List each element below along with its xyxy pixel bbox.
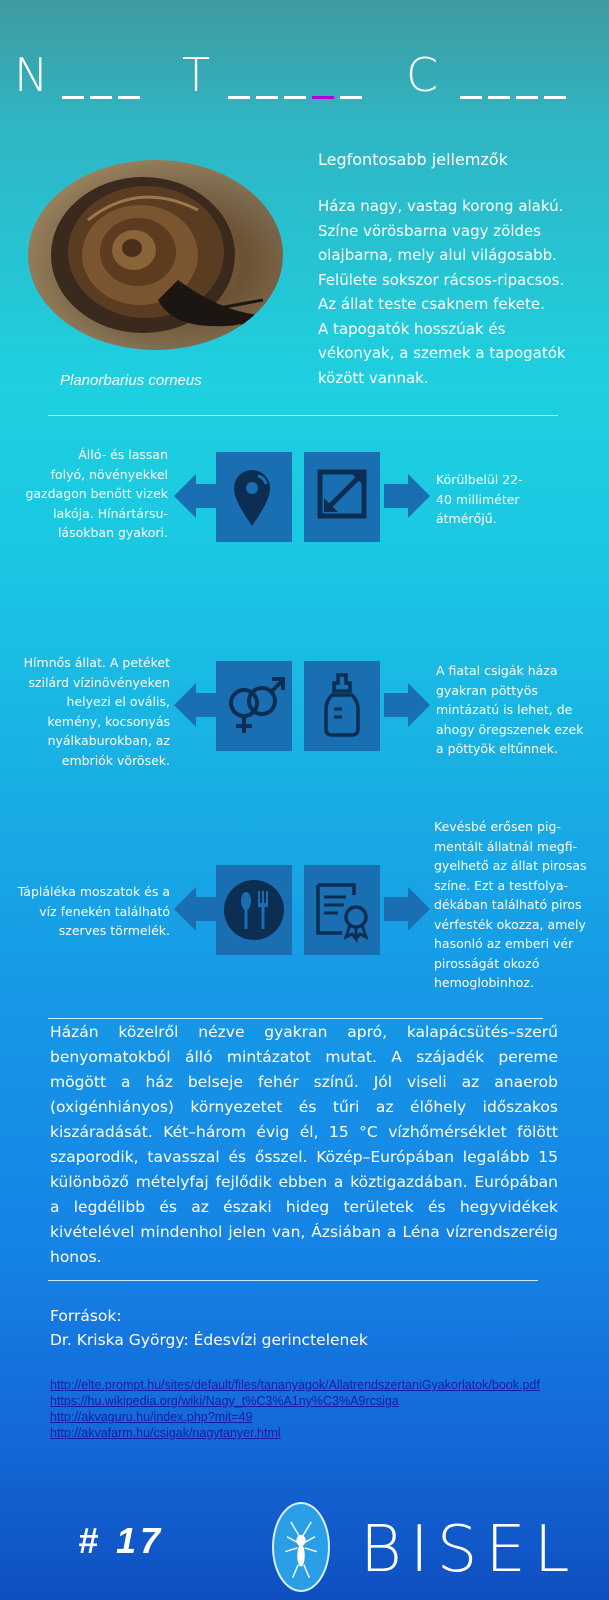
divider [48,1280,538,1281]
fork-spoon-icon [216,865,292,955]
text-line: lásokban gyakori. [57,525,168,540]
desc-line: Felülete sokszor rácsos-ripacsos. [318,270,565,289]
body-paragraph: Házán közelről nézve gyakran apró, kalapácsütés–szerű benyomatokból álló mintázatot mutat. A szájadék pereme mögött a ház belseje fehér színű. Jól viseli az anaerob (oxigénhiányos) környezetet és tűri az élőhely időszakos kiszáradását. Két–három évig él, 15 °C vízhőmérséklet fölött szaporodik, tavasszal és ősszel. Közép–Európában legalább 15 különböző mételyfaj fejlődik ebben a köztigazdában. Európában a legdélibb és az északi hideg területek és hegyvidékek kivételével mindenhol jelen van, Ázsiában a Léna vízrendszeréig honos. [50,1023,558,1266]
title-letter-c: C [406,48,441,102]
title-letter-n: N [14,48,51,102]
desc-line: olajbarna, mely alul világosabb. [318,246,557,264]
text-line: lakója. Hínártársu- [53,505,168,521]
reproduction-text [6,653,170,770]
diet-text [6,882,170,941]
source-link[interactable]: http://akvafarm.hu/csigak/nagytanyer.html [50,1426,281,1440]
text-line: Álló- és lassan [78,447,168,462]
text-line: Kevésbé erősen pig- [434,819,561,834]
title-dash [488,96,510,99]
habitat-text [6,445,168,543]
arrow-left-icon [174,681,220,729]
title-letter-t: T [182,48,213,102]
features-description [318,194,603,390]
desc-line: vékonyak, a szemek a tapogatók [318,344,566,362]
text-line: gyelhető az állat pirosas [434,858,587,873]
resize-icon [304,452,380,542]
puzzle-title [14,48,604,108]
title-dash [228,96,250,99]
arrow-left-icon [174,472,220,520]
source-link[interactable]: http://elte.prompt.hu/sites/default/files/tananyagok/AllatrendszertaniGyakorlatok/book.pdf [50,1378,540,1392]
title-dash [544,96,566,99]
title-dash [284,96,306,99]
text-line: folyó, növényekkel [50,466,168,482]
title-dash [460,96,482,99]
text-line: Körülbelül 22- [436,472,523,487]
source-link[interactable]: https://hu.wikipedia.org/wiki/Nagy_t%C3%A1ny%C3%A9rcsiga [50,1394,399,1408]
sources-book: Dr. Kriska György: Édesvízi gerinctelenek [50,1331,368,1349]
text-line: gyakran pöttyös [436,682,538,698]
desc-line: között vannak. [318,368,429,387]
text-line: gazdagon benőtt vizek [25,486,168,501]
text-line: Hímnős állat. A petéket [23,655,170,670]
text-line: helyezi el ovális, [66,694,170,709]
arrow-right-icon [384,681,430,729]
sources-label: Források: [50,1307,122,1325]
insect-icon [272,1502,330,1592]
text-line: vérfesték okozza, amely [434,916,586,932]
text-line: szerves törmelék. [58,923,170,938]
text-line: dékában található piros [434,897,582,912]
text-line: víz fenekén található [39,903,170,919]
arrow-right-icon [384,885,430,933]
text-line: színe. Ezt a testfolya- [434,877,569,893]
desc-line: Háza nagy, vastag korong alakú. [318,197,564,215]
text-line: mentált állatnál megfi- [434,838,578,854]
desc-line: A tapogatók hosszúak és [318,319,506,338]
text-line: nyálkaburokban, az [47,733,170,748]
divider [48,1018,543,1019]
desc-line: Színe vörösbarna vagy zöldes [318,221,542,240]
title-dash [256,96,278,99]
text-line: embriók vörösek. [61,752,170,768]
desc-line: Az állat teste csaknem fekete. [318,295,545,313]
text-line: a pöttyök eltűnnek. [436,741,559,756]
source-link[interactable]: http://akvaguru.hu/index.php?mit=49 [50,1410,253,1424]
text-line: hemoglobinhoz. [434,975,534,990]
source-links [50,1377,570,1441]
juvenile-text [436,661,608,759]
location-pin-icon [216,452,292,542]
title-dash [118,96,140,99]
title-dash [340,96,362,99]
divider [48,415,558,416]
snail-photo [28,160,283,350]
title-dash [90,96,112,99]
text-line: Tápláléka moszatok és a [17,884,170,899]
bisel-logo: BISEL [360,1513,578,1587]
text-line: pirosságát okozó [434,955,540,971]
features-heading: Legfontosabb jellemzők [318,150,508,169]
text-line: hasonló az emberi vér [434,936,574,951]
text-line: A fiatal csigák háza [436,663,558,678]
issue-number: # 17 [78,1520,165,1561]
title-dash [516,96,538,99]
text-line: kemény, kocsonyás [47,713,170,729]
pigment-text [434,817,606,993]
text-line: mintázatú is lehet, de [436,702,573,717]
baby-bottle-icon [304,661,380,751]
certificate-icon [304,865,380,955]
gender-symbols-icon [216,661,292,751]
title-dash [62,96,84,99]
text-line: átmérőjű. [436,511,497,526]
species-caption: Planorbarius corneus [60,372,202,389]
text-line: ahogy öregszenek ezek [436,721,584,737]
size-text [436,470,596,529]
text-line: szilárd vízinövényeken [28,674,170,690]
title-dash-highlighted [312,96,334,99]
arrow-right-icon [384,472,430,520]
text-line: 40 milliméter [436,491,520,507]
arrow-left-icon [174,885,220,933]
